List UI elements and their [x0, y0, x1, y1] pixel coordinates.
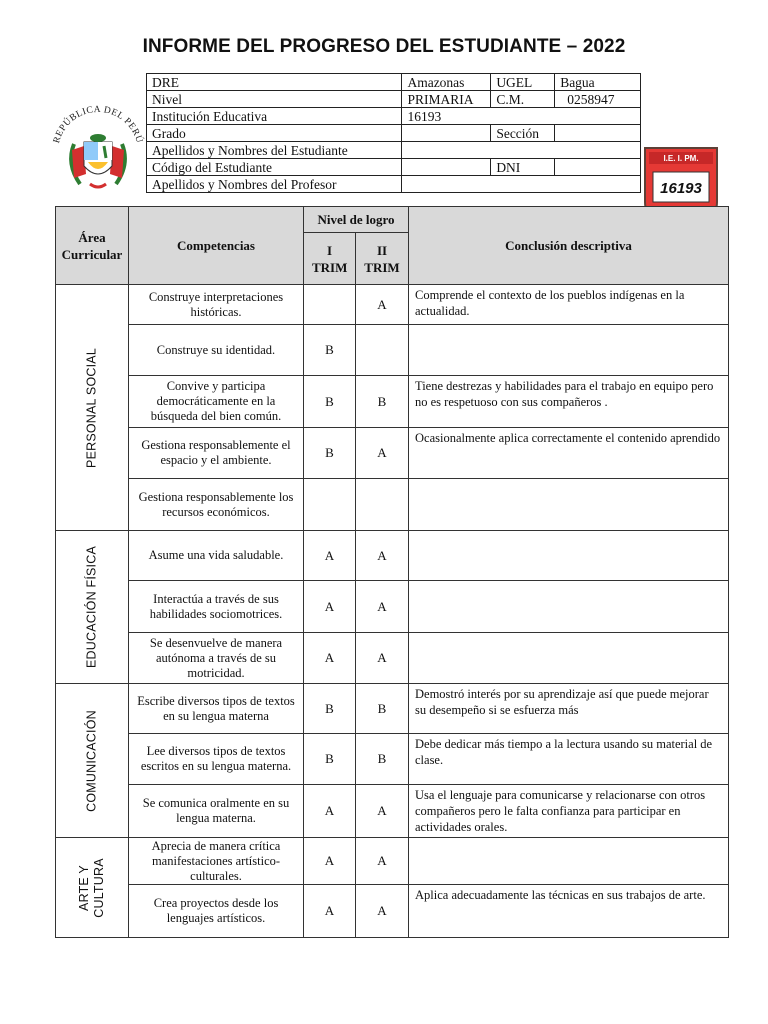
competency-row: [56, 633, 729, 684]
conclusion-cell: [409, 325, 729, 376]
codigo-label: Código del Estudiante: [147, 159, 402, 176]
dre-value: Amazonas: [402, 74, 491, 91]
student-info-table: [146, 73, 641, 193]
competencia-cell: Lee diversos tipos de textos escritos en su lengua materna.: [129, 734, 304, 785]
conclusion-cell: Aplica adecuadamente las técnicas en sus trabajos de arte.: [409, 885, 729, 938]
trim1-grade: B: [304, 684, 356, 734]
competency-row: [56, 885, 729, 938]
competency-row: [56, 376, 729, 428]
trim2-grade: B: [356, 734, 409, 785]
competencia-cell: Aprecia de manera crítica manifestaciones artístico-culturales.: [129, 838, 304, 885]
trim2-grade: [356, 479, 409, 531]
competencia-cell: Se desenvuelve de manera autónoma a través de su motricidad.: [129, 633, 304, 684]
trim2-grade: A: [356, 581, 409, 633]
area-name: ARTE Y CULTURA: [77, 857, 106, 918]
grado-value[interactable]: [402, 125, 491, 142]
trim1-grade: A: [304, 785, 356, 838]
profesor-label: Apellidos y Nombres del Profesor: [147, 176, 402, 193]
trim1-grade: A: [304, 885, 356, 938]
area-name: PERSONAL SOCIAL: [84, 347, 99, 468]
trim2-grade: A: [356, 285, 409, 325]
competency-row: [56, 325, 729, 376]
competencia-cell: Construye su identidad.: [129, 325, 304, 376]
area-cell: [56, 285, 129, 531]
competency-row: [56, 734, 729, 785]
competencias-header: Competencias: [129, 207, 304, 285]
conclusion-header: Conclusión descriptiva: [409, 207, 729, 285]
conclusion-cell: Usa el lenguaje para comunicarse y relacionarse con otros compañeros pero le falta confianza para participar en actividades orales.: [409, 785, 729, 838]
competency-row: [56, 838, 729, 885]
competencia-cell: Construye interpretaciones históricas.: [129, 285, 304, 325]
competencia-cell: Gestiona responsablemente los recursos económicos.: [129, 479, 304, 531]
trim1-grade: [304, 285, 356, 325]
area-name: EDUCACIÓN FÍSICA: [84, 546, 99, 668]
conclusion-cell: Comprende el contexto de los pueblos indígenas en la actualidad.: [409, 285, 729, 325]
area-name: COMUNICACIÓN: [84, 709, 99, 812]
seccion-label: Sección: [491, 125, 555, 142]
trim2-grade: B: [356, 684, 409, 734]
competencia-cell: Se comunica oralmente en su lengua materna.: [129, 785, 304, 838]
conclusion-cell: Demostró interés por su aprendizaje así que puede mejorar su desempeño si se esfuerza más: [409, 684, 729, 734]
competencia-cell: Crea proyectos desde los lenguajes artísticos.: [129, 885, 304, 938]
ie-value: 16193: [402, 108, 641, 125]
competency-row: [56, 785, 729, 838]
apellidos-label: Apellidos y Nombres del Estudiante: [147, 142, 402, 159]
competency-row: [56, 428, 729, 479]
trim1-grade: A: [304, 531, 356, 581]
grades-table: [55, 206, 729, 938]
conclusion-cell: [409, 581, 729, 633]
competency-row: [56, 581, 729, 633]
area-cell: [56, 684, 129, 838]
dni-label: DNI: [491, 159, 555, 176]
cm-label: C.M.: [491, 91, 555, 108]
competencia-cell: Escribe diversos tipos de textos en su lengua materna: [129, 684, 304, 734]
competency-row: [56, 531, 729, 581]
conclusion-cell: [409, 479, 729, 531]
trim2-grade: A: [356, 633, 409, 684]
trim1-grade: [304, 479, 356, 531]
nivel-value: PRIMARIA: [402, 91, 491, 108]
area-header: Área Curricular: [56, 207, 129, 285]
trim1-grade: B: [304, 376, 356, 428]
area-cell: [56, 531, 129, 684]
svg-text:REPÚBLICA DEL PERÚ: REPÚBLICA DEL PERÚ: [52, 104, 144, 145]
apellidos-value[interactable]: [402, 142, 641, 159]
conclusion-cell: [409, 838, 729, 885]
trim2-grade: B: [356, 376, 409, 428]
report-title: INFORME DEL PROGRESO DEL ESTUDIANTE – 2022: [142, 36, 626, 57]
codigo-value[interactable]: [402, 159, 491, 176]
conclusion-cell: Debe dedicar más tiempo a la lectura usando su material de clase.: [409, 734, 729, 785]
conclusion-cell: [409, 531, 729, 581]
grado-label: Grado: [147, 125, 402, 142]
trim2-grade: A: [356, 885, 409, 938]
profesor-value[interactable]: [402, 176, 641, 193]
competency-row: [56, 285, 729, 325]
trim2-grade: A: [356, 838, 409, 885]
competencia-cell: Gestiona responsablemente el espacio y el ambiente.: [129, 428, 304, 479]
dre-label: DRE: [147, 74, 402, 91]
conclusion-cell: Tiene destrezas y habilidades para el trabajo en equipo pero no es respetuoso con sus compañeros .: [409, 376, 729, 428]
trim2-grade: [356, 325, 409, 376]
nivel-logro-header: Nivel de logro: [304, 207, 409, 233]
competency-row: [56, 479, 729, 531]
trim2-grade: A: [356, 785, 409, 838]
area-cell: [56, 838, 129, 938]
trim2-grade: A: [356, 428, 409, 479]
trim1-grade: A: [304, 581, 356, 633]
trim1-grade: A: [304, 838, 356, 885]
competency-row: [56, 684, 729, 734]
dni-value[interactable]: [555, 159, 641, 176]
conclusion-cell: Ocasionalmente aplica correctamente el contenido aprendido: [409, 428, 729, 479]
cm-value: 0258947: [555, 91, 641, 108]
ugel-value: Bagua: [555, 74, 641, 91]
conclusion-cell: [409, 633, 729, 684]
trim1-grade: B: [304, 428, 356, 479]
ie-label: Institución Educativa: [147, 108, 402, 125]
trim1-grade: B: [304, 325, 356, 376]
svg-text:16193: 16193: [660, 180, 702, 197]
competencia-cell: Convive y participa democráticamente en la búsqueda del bien común.: [129, 376, 304, 428]
trim1-grade: B: [304, 734, 356, 785]
trim1-header: I TRIM: [304, 233, 356, 285]
nivel-label: Nivel: [147, 91, 402, 108]
trim2-header: II TRIM: [356, 233, 409, 285]
seccion-value[interactable]: [555, 125, 641, 142]
peru-national-seal-icon: [48, 104, 148, 194]
competencia-cell: Asume una vida saludable.: [129, 531, 304, 581]
ugel-label: UGEL: [491, 74, 555, 91]
trim2-grade: A: [356, 531, 409, 581]
svg-text:I.E. I. PM.: I.E. I. PM.: [663, 154, 699, 163]
competencia-cell: Interactúa a través de sus habilidades sociomotrices.: [129, 581, 304, 633]
trim1-grade: A: [304, 633, 356, 684]
